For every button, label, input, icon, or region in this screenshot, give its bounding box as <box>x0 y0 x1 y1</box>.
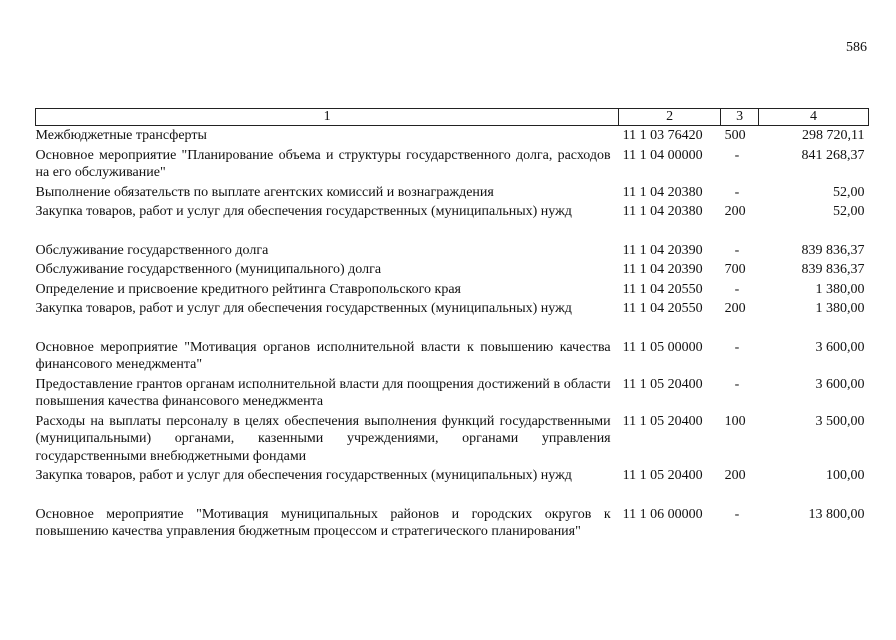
row-expense-type: 500 <box>724 128 746 143</box>
row-amount: 839 836,37 <box>801 262 865 277</box>
row-expense-type: - <box>734 147 740 163</box>
row-expense-type: - <box>734 339 740 355</box>
row-amount: 839 836,37 <box>801 242 865 258</box>
table-row <box>36 412 869 467</box>
table-header <box>36 109 869 126</box>
table-row <box>36 202 869 222</box>
row-code: 11 1 04 20380 <box>622 204 703 219</box>
row-code: 11 1 04 00000 <box>622 147 703 163</box>
row-amount: 13 800,00 <box>808 506 865 522</box>
row-expense-type: 100 <box>724 413 746 429</box>
row-code: 11 1 03 76420 <box>622 128 703 143</box>
row-amount: 52,00 <box>833 204 865 219</box>
spacer-row <box>36 486 869 505</box>
page-number: 586 <box>846 40 867 55</box>
row-expense-type: - <box>734 242 740 258</box>
row-amount: 1 380,00 <box>815 281 865 297</box>
row-name: Выполнение обязательств по выплате агентских комиссий и вознаграждения <box>35 184 494 200</box>
row-expense-type: - <box>734 281 740 297</box>
row-name: Обслуживание государственного долга <box>35 242 269 258</box>
table-row <box>36 299 869 319</box>
column-header-3: 3 <box>721 109 759 126</box>
row-code: 11 1 05 20400 <box>622 468 703 483</box>
row-code: 11 1 05 20400 <box>622 413 703 429</box>
table-row <box>36 505 869 542</box>
table-row <box>36 338 869 375</box>
row-name: Обслуживание государственного (муниципального) долга <box>35 262 382 277</box>
row-expense-type: 700 <box>724 262 746 277</box>
table-row <box>36 280 869 300</box>
row-name: Предоставление грантов органам исполнительной власти для поощрения достижений в области повышения качества финансового менеджмента <box>35 376 611 409</box>
table-row <box>36 126 869 146</box>
row-code: 11 1 05 00000 <box>622 339 703 355</box>
row-expense-type: 200 <box>724 204 746 219</box>
row-amount: 841 268,37 <box>801 147 865 163</box>
row-code: 11 1 04 20550 <box>622 281 703 297</box>
row-code: 11 1 04 20550 <box>622 301 703 316</box>
table-row <box>36 241 869 261</box>
row-name: Основное мероприятие "Мотивация органов исполнительной власти к повышению качества финансового менеджмента" <box>35 339 611 372</box>
row-code: 11 1 04 20390 <box>622 262 703 277</box>
row-code: 11 1 06 00000 <box>622 506 703 522</box>
row-name: Основное мероприятие "Планирование объема и структуры государственного долга, расходов на его обслуживание" <box>35 147 611 180</box>
row-code: 11 1 05 20400 <box>622 376 703 392</box>
budget-table <box>35 108 869 542</box>
table-row <box>36 146 869 183</box>
row-expense-type: - <box>734 506 740 522</box>
column-header-1: 1 <box>36 109 619 126</box>
row-expense-type: - <box>734 376 740 392</box>
spacer-row <box>36 319 869 338</box>
table-row <box>36 466 869 486</box>
row-name: Определение и присвоение кредитного рейтинга Ставропольского края <box>35 281 461 297</box>
table-row <box>36 260 869 280</box>
row-name: Закупка товаров, работ и услуг для обеспечения государственных (муниципальных) нужд <box>35 468 572 483</box>
row-amount: 100,00 <box>826 468 865 483</box>
row-name: Закупка товаров, работ и услуг для обеспечения государственных (муниципальных) нужд <box>35 204 572 219</box>
table-row <box>36 183 869 203</box>
row-name: Закупка товаров, работ и услуг для обеспечения государственных (муниципальных) нужд <box>35 301 572 316</box>
column-header-4: 4 <box>759 109 869 126</box>
row-amount: 3 600,00 <box>815 339 865 355</box>
row-amount: 3 600,00 <box>815 376 865 392</box>
row-amount: 298 720,11 <box>802 128 865 143</box>
row-name: Расходы на выплаты персоналу в целях обеспечения выполнения функций государственными (муниципальными) органами, казенными учреждениями, органами управления государственными внебюджетными фондами <box>35 413 611 464</box>
row-amount: 52,00 <box>833 184 865 200</box>
row-code: 11 1 04 20390 <box>622 242 703 258</box>
column-header-2: 2 <box>619 109 721 126</box>
row-expense-type: 200 <box>724 301 746 316</box>
table-row <box>36 375 869 412</box>
row-name: Основное мероприятие "Мотивация муниципальных районов и городских округов к повышению качества управления бюджетным процессом и стратегического планирования" <box>35 506 611 539</box>
spacer-row <box>36 222 869 241</box>
row-amount: 1 380,00 <box>815 301 865 316</box>
row-expense-type: 200 <box>724 468 746 483</box>
row-expense-type: - <box>734 184 740 200</box>
row-name: Межбюджетные трансферты <box>35 128 207 143</box>
row-code: 11 1 04 20380 <box>622 184 703 200</box>
row-amount: 3 500,00 <box>815 413 865 429</box>
